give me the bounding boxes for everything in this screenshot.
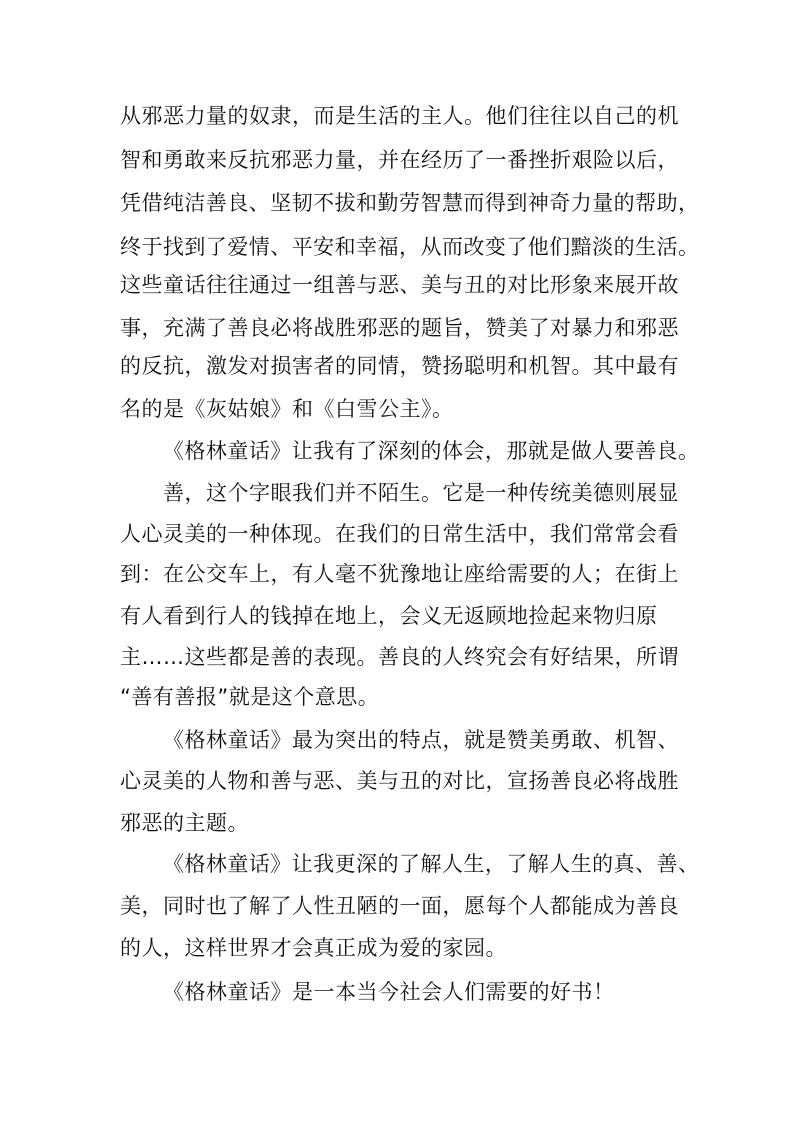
- text-line: 有人看到行人的钱掉在地上，会义无返顾地捡起来物归原: [120, 604, 658, 628]
- text-line: 的人，这样世界才会真正成为爱的家园。: [120, 936, 507, 960]
- text-line: 的反抗，激发对损害者的同情，赞扬聪明和机智。其中最有: [120, 354, 679, 378]
- text-line: 终于找到了爱情、平安和幸福，从而改变了他们黯淡的生活。: [120, 235, 700, 259]
- text-line: “善有善报”就是这个意思。: [120, 685, 380, 709]
- text-line: 邪恶的主题。: [120, 811, 249, 835]
- text-line: 主……这些都是善的表现。善良的人终究会有好结果，所谓: [120, 645, 679, 669]
- text-line: 美，同时也了解了人性丑陋的一面，愿每个人都能成为善良: [120, 894, 679, 918]
- text-line: 《格林童话》是一本当今社会人们需要的好书！: [163, 980, 615, 1004]
- text-line: 名的是《灰姑娘》和《白雪公主》。: [120, 397, 454, 421]
- text-line: 《格林童话》让我更深的了解人生，了解人生的真、善、: [163, 852, 700, 876]
- text-line: 人心灵美的一种体现。在我们的日常生活中，我们常常会看: [120, 522, 679, 546]
- text-line: 《格林童话》最为突出的特点，就是赞美勇敢、机智、: [163, 728, 679, 752]
- text-line: 这些童话往往通过一组善与恶、美与丑的对比形象来展开故: [120, 273, 679, 297]
- text-line: 到：在公交车上，有人毫不犹豫地让座给需要的人；在街上: [120, 562, 679, 586]
- text-line: 智和勇敢来反抗邪恶力量，并在经历了一番挫折艰险以后，: [120, 148, 679, 172]
- text-line: 《格林童话》让我有了深刻的体会，那就是做人要善良。: [163, 439, 700, 463]
- text-line: 从邪恶力量的奴隶，而是生活的主人。他们往往以自己的机: [120, 104, 679, 128]
- text-line: 善，这个字眼我们并不陌生。它是一种传统美德则展显: [163, 481, 679, 505]
- text-line: 凭借纯洁善良、坚韧不拔和勤劳智慧而得到神奇力量的帮助，: [120, 191, 700, 215]
- text-line: 心灵美的人物和善与恶、美与丑的对比，宣扬善良必将战胜: [120, 769, 679, 793]
- text-line: 事，充满了善良必将战胜邪恶的题旨，赞美了对暴力和邪恶: [120, 316, 679, 340]
